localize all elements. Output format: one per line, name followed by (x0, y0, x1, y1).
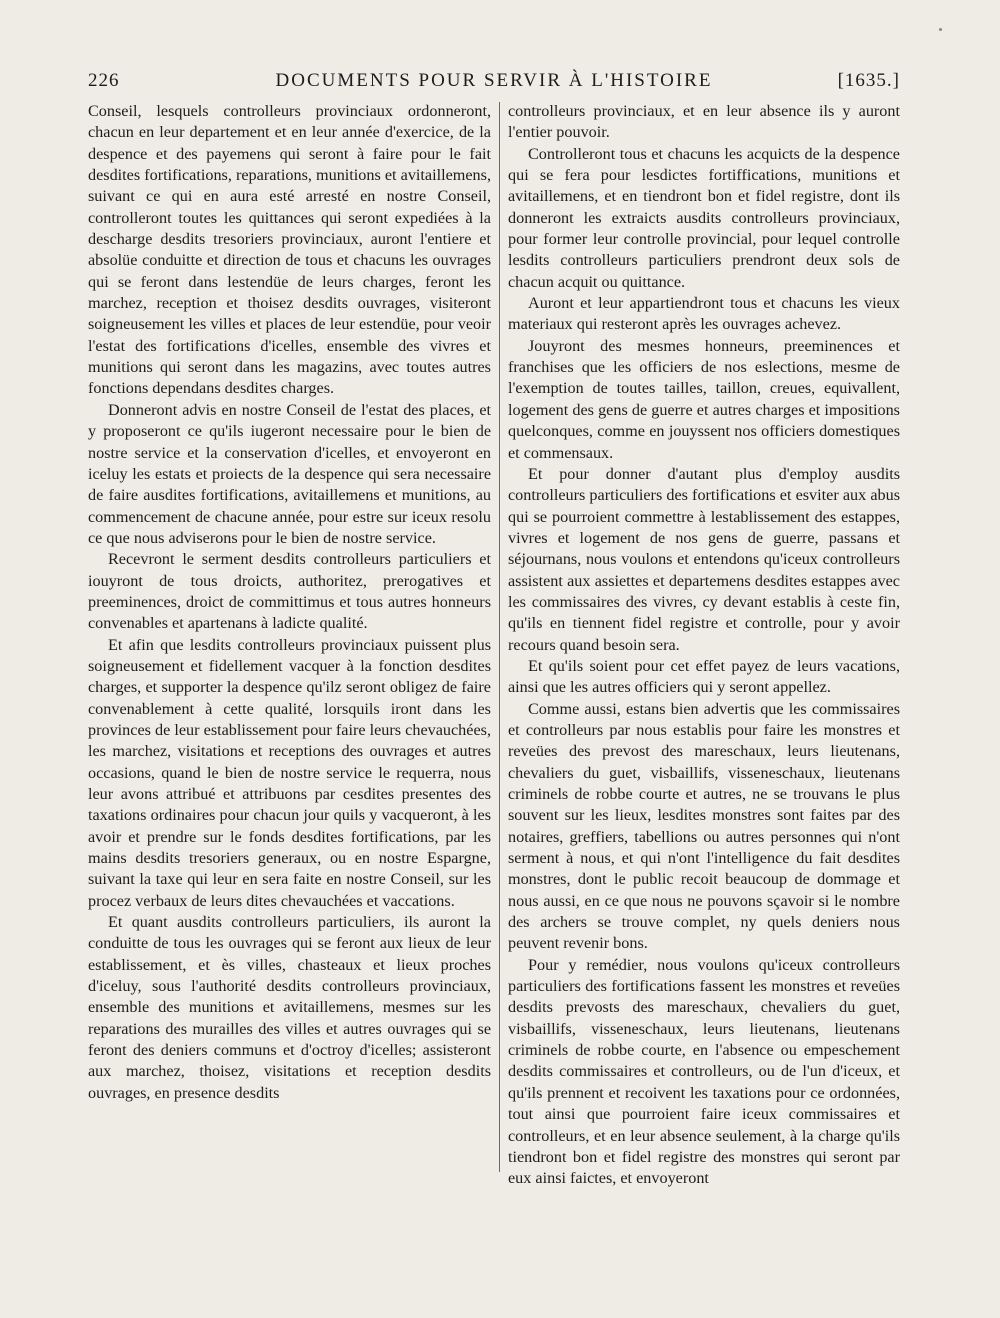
left-column (88, 101, 491, 1104)
paragraph: Jouyront des mesmes honneurs, preeminences et franchises que les officiers de nos eslections, mesme de l'exemption de toutes tailles, taillon, creues, equivallent, logement des gens de guerre et autres charges et impositions quelconques, comme en jouyssent nos officiers domestiques et commensaux. (508, 336, 900, 462)
paragraph: Et quant ausdits controlleurs particuliers, ils auront la conduitte de tous les ouvrages qui se feront aux lieux de leur establissement, et ès villes, chasteaux et lieux proches d'iceluy, sous l'authorité desdits controlleurs provinciaux, ensemble des munitions et avitaillemens, mesmes sur les reparations des murailles des villes et autres ouvrages qui se feront des deniers communs et d'octroy d'icelles; assisteront aux marchez, thoisez, visitations et reception desdits ouvrages, en presence desdits (88, 913, 491, 1102)
paragraph: Recevront le serment desdits controlleurs particuliers et iouyront de tous droicts, authoritez, prerogatives et preeminences, droict de committimus et tous autres honneurs convenables et apartenans à ladicte qualité. (88, 550, 491, 633)
running-header (88, 70, 900, 100)
paragraph: Conseil, lesquels controlleurs provinciaux ordonneront, chacun en leur departement et en leur année d'exercice, de la despence et des payemens qui seront à faire pour le fait desdites fortifications, reparations, munitions et avitaillemens, suivant ce qui en aura esté arresté en nostre Conseil, controlleront toutes les quittances qui seront expediées à la descharge desdits tresoriers provinciaux, auront l'entiere et absolüe conduitte et direction de tous et chacuns les ouvrages qui se feront dans lestendüe de leurs charges, feront les marchez, reception et thoisez desdits ouvrages, visiteront soigneusement les villes et places de leur estendüe, pour veoir l'estat des fortifications d'icelles, ensemble des vivres et munitions qui seront dans les magazins, avec toutes autres fonctions dependans desdites charges. (88, 102, 491, 398)
paragraph: Comme aussi, estans bien advertis que les commissaires et controlleurs par nous establis pour faire les monstres et reveües des prevost des mareschaux, leurs lieutenans, chevaliers du guet, visbaillifs, visseneschaux, lieutenans criminels de robbe courte et autres, ne se trouvans le plus souvent sur les lieux, lesdites monstres sont faites par des notaires, greffiers, tabellions ou autres personnes qui n'ont serment à nous, et qui n'ont l'intelligence du fait desdites monstres, dont le public recoit beaucoup de dommage et nous aussi, en ce que nous ne pouvons sçavoir si le nombre des archers se trouve complet, ny quels deniers nous peuvent revenir bons. (508, 699, 900, 953)
right-column (508, 101, 900, 1190)
paragraph: Controlleront tous et chacuns les acquicts de la despence qui se fera pour lesdictes fortiffications, munitions et avitaillemens, et en tiendront bon et fidel registre, dont ils donneront les extraicts ausdits controlleurs provinciaux, pour former leur controlle provincial, pour lequel controlle lesdits controlleurs particuliers prendront deux sols de chacun acquit ou quittance. (508, 144, 900, 291)
paragraph: Pour y remédier, nous voulons qu'iceux controlleurs particuliers des fortifications fassent les monstres et reveües desdits prevosts des mareschaux, chevaliers du guet, visbaillifs, visseneschaux, leurs lieutenans, lieutenans criminels de robbe courte, en l'absence ou empeschement desdits commissaires et controlleurs, ou de l'un d'iceux, et qu'ils prennent et recoivent les taxations pour ce ordonnées, tout ainsi que pourroient faire iceux commissaires et controlleurs, et en leur absence seulement, à la charge qu'ils tiendront bon et fidel registre des monstres qui seront par eux ainsi faictes, et envoyeront (508, 955, 900, 1188)
paragraph: Auront et leur appartiendront tous et chacuns les vieux materiaux qui resteront après les ouvrages achevez. (508, 294, 900, 334)
year-label: [1635.] (837, 70, 900, 91)
paragraph: Et pour donner d'autant plus d'employ ausdits controlleurs particuliers des fortifications et esviter aux abus qui se pourroient commettre à lestablissement des estappes, vivres et logement de nos gens de guerre, passans et séjournans, nous voulons et entendons qu'iceux controlleurs assistent aux assiettes et departemens desdites estappes avec les commissaires des vivres, cy devant establis à ceste fin, qu'ils en tiennent fidel registre et controlle, pour y avoir recours quand besoin sera. (508, 464, 900, 654)
paper-speck (939, 28, 942, 31)
paragraph: controlleurs provinciaux, et en leur absence ils y auront l'entier pouvoir. (508, 102, 900, 142)
paragraph: Et afin que lesdits controlleurs provinciaux puissent plus soigneusement et fidellement vacquer à la fonction desdites charges, et supporter la despence qu'ilz seront obligez de faire convenablement à cette qualité, lorsquils iront dans les provinces de leur establissement pour faire leurs chevauchées, les marchez, visitations et receptions des ouvrages et autres occasions, quand le bien de nostre service le requerra, nous leur avons attribué et attribuons par cesdites presentes des taxations ordinaires pour chacun jour quils y vacqueront, à les avoir et prendre sur le fonds desdites fortifications, par les mains desdits tresoriers generaux, ou en nostre Espargne, suivant la taxe qui leur en sera faite en nostre Conseil, sur les procez verbaux de leurs dites chevauchées et vaccations. (88, 635, 491, 910)
column-divider (499, 102, 500, 1172)
paragraph: Et qu'ils soient pour cet effet payez de leurs vacations, ainsi que les autres officiers qui y seront appellez. (508, 656, 900, 697)
paragraph: Donneront advis en nostre Conseil de l'estat des places, et y proposeront ce qu'ils iugeront necessaire pour le bien de nostre service et la conservation d'icelles, et envoyeront en iceluy les estats et proiects de la despence qui sera necessaire de faire ausdites fortifications, avitaillemens et munitions, au commencement de chacune année, pour estre sur iceux resolu ce que nous adviserons pour le bien de nostre service. (88, 400, 491, 547)
running-title: DOCUMENTS POUR SERVIR À L'HISTOIRE (275, 70, 713, 91)
page-number: 226 (88, 70, 120, 91)
